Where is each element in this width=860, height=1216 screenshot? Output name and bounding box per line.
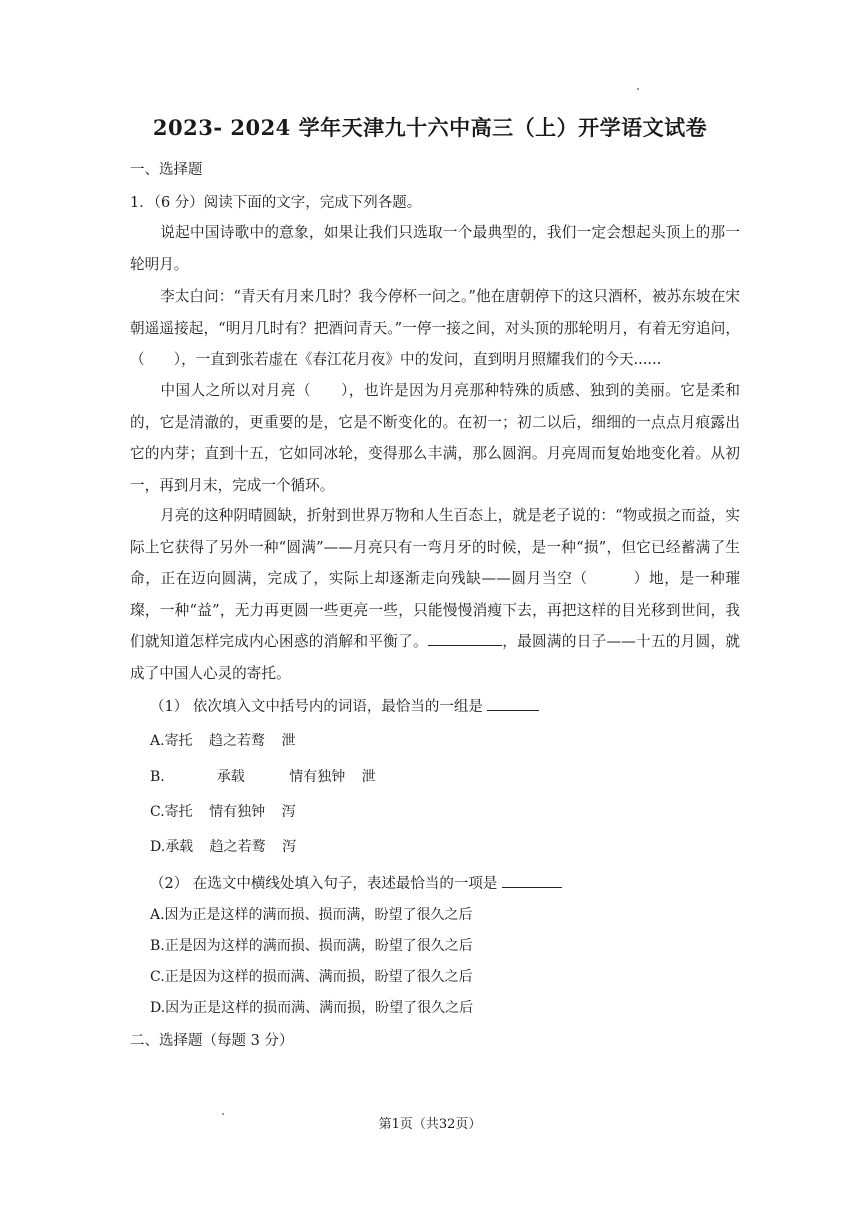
sub2-option-d: D.因为正是这样的损而满、满而损，盼望了很久之后 bbox=[150, 1000, 474, 1016]
section-heading-2: 二、选择题（每题 3 分） bbox=[130, 1033, 294, 1049]
speck-mark bbox=[637, 88, 639, 90]
answer-blank-1 bbox=[487, 696, 539, 711]
sub-question-1: （1） 依次填入文中括号内的词语，最恰当的一组是 bbox=[150, 695, 539, 716]
sub1-option-d: D.承载 趋之若鹜 泻 bbox=[150, 839, 297, 855]
sub1-option-b: B. 承载 情有独钟 泄 bbox=[150, 769, 376, 785]
passage-paragraph-4: 月亮的这种阴晴圆缺，折射到世界万物和人生百态上，就是老子说的：“物或损之而益，实际上它获得了另外一种“圆满”——月亮只有一弯月牙的时候，是一种“损”，但它已经蓄满了生命，正在迈向圆满，完成了，实际上却逐渐走向残缺——圆月当空（ ）地，是一种璀璨，一种“益”，无力再更圆一些更亮一些，只能慢慢消瘦下去，再把这样的目光移到世间，我们就知道怎样完成内心困惑的消解和平衡了。 ，最圆满的日子——十五的月圆，就成了中国人心灵的寄托。 bbox=[130, 507, 740, 682]
sub1-option-c: C.寄托 情有独钟 泻 bbox=[150, 804, 296, 820]
sub2-option-b: B.正是因为这样的满而损、损而满，盼望了很久之后 bbox=[150, 938, 473, 954]
sub1-option-a: A.寄托 趋之若鹜 泄 bbox=[150, 733, 296, 749]
passage-paragraph-1: 说起中国诗歌中的意象，如果让我们只选取一个最典型的，我们一定会想起头顶上的那一轮明月。 bbox=[130, 224, 740, 273]
sub2-option-c: C.正是因为这样的损而满、满而损，盼望了很久之后 bbox=[150, 969, 473, 985]
fill-blank-line bbox=[428, 631, 502, 646]
passage-paragraph-3: 中国人之所以对月亮（ ），也许是因为月亮那种特殊的质感、独到的美丽。它是柔和的，它是清澈的，更重要的是，它是不断变化的。在初一；初二以后，细细的一点点月痕露出它的内芽；直到十五，它如同冰轮，变得那么丰满，那么圆润。月亮周而复始地变化着。从初一，再到月末，完成一个循环。 bbox=[130, 382, 740, 494]
section-heading-1: 一、选择题 bbox=[130, 162, 203, 178]
sub2-option-a: A.因为正是这样的满而损、损而满，盼望了很久之后 bbox=[150, 907, 473, 923]
answer-blank-2 bbox=[502, 873, 562, 888]
question-1-header: 1．（6 分）阅读下面的文字，完成下列各题。 bbox=[130, 195, 422, 211]
page-title: 2023- 2024 学年天津九十六中高三（上）开学语文试卷 bbox=[152, 115, 708, 140]
passage-paragraph-2: 李太白问：“青天有月来几时？我今停杯一问之。”他在唐朝停下的这只酒杯，被苏东坡在宋朝遥遥接起，“明月几时有？把酒问青天。”一停一接之间，对头顶的那轮明月，有着无穷追问，（ ），一直到张若虚在《春江花月夜》中的发问，直到明月照耀我们的今天...... bbox=[130, 288, 740, 368]
page-footer: 第1页（共32页） bbox=[378, 1117, 482, 1132]
sub-question-2: （2） 在选文中横线处填入句子，表述最恰当的一项是 bbox=[150, 872, 562, 893]
